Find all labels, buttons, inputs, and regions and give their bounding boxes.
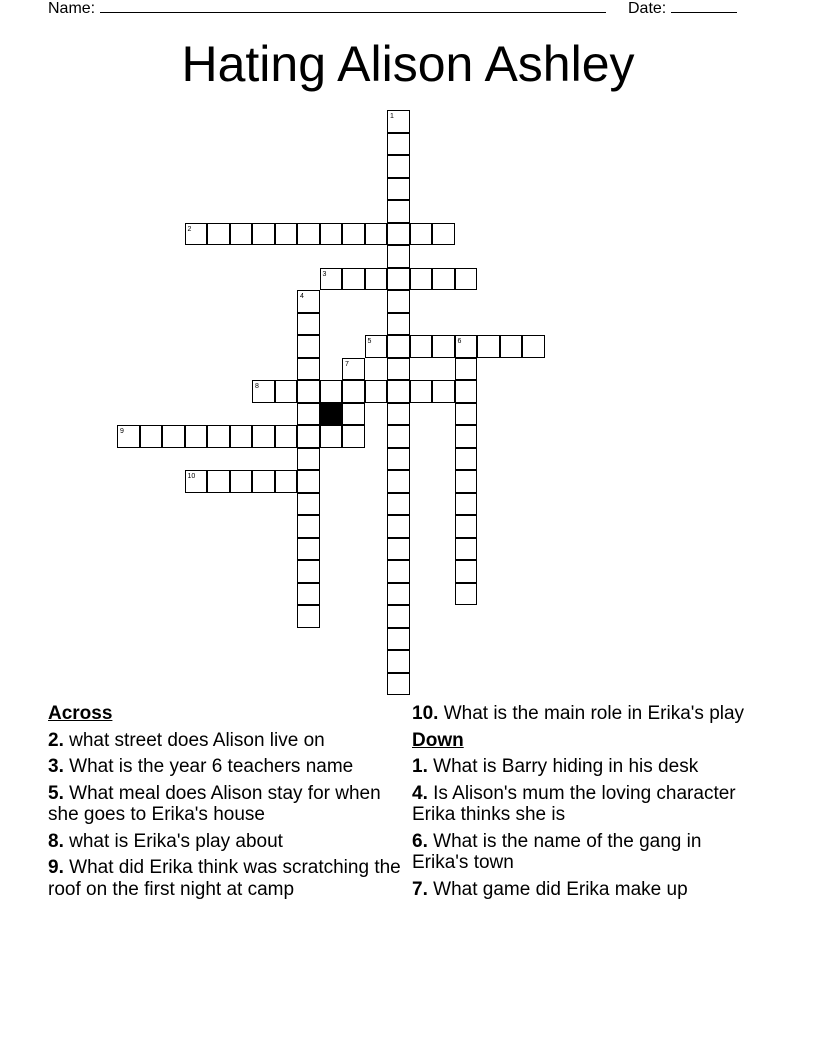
- date-field: [628, 0, 737, 18]
- grid-cell[interactable]: [455, 335, 478, 358]
- clue-across-2: 2. what street does Alison live on: [48, 729, 325, 751]
- grid-cell[interactable]: [387, 133, 410, 156]
- clue-number: 2: [187, 225, 192, 233]
- grid-cell[interactable]: [387, 245, 410, 268]
- across-heading: Across: [48, 703, 113, 724]
- grid-cell[interactable]: [387, 583, 410, 606]
- grid-cell[interactable]: [207, 425, 230, 448]
- name-label: Name:: [48, 0, 96, 17]
- grid-cell[interactable]: [365, 335, 388, 358]
- grid-cell[interactable]: [387, 470, 410, 493]
- grid-cell[interactable]: [365, 223, 388, 246]
- grid-cell[interactable]: [275, 425, 298, 448]
- grid-cell[interactable]: [455, 358, 478, 381]
- grid-cell[interactable]: [522, 335, 545, 358]
- grid-cell[interactable]: [387, 200, 410, 223]
- grid-cell[interactable]: [387, 448, 410, 471]
- clue-across-10: 10. What is the main role in Erika's play: [412, 703, 745, 724]
- grid-cell[interactable]: [387, 493, 410, 516]
- grid-cell[interactable]: [342, 380, 365, 403]
- grid-cell[interactable]: [387, 380, 410, 403]
- clue-number: 8: [255, 383, 259, 390]
- grid-cell[interactable]: [387, 358, 410, 381]
- grid-cell[interactable]: [297, 335, 320, 358]
- grid-cell[interactable]: [410, 380, 433, 403]
- grid-cell[interactable]: [185, 470, 208, 493]
- grid-cell[interactable]: [230, 425, 253, 448]
- grid-cell[interactable]: [162, 425, 185, 448]
- grid-cell[interactable]: [275, 380, 298, 403]
- grid-cell[interactable]: [432, 268, 455, 291]
- clue-number: 3: [322, 270, 327, 278]
- grid-cell[interactable]: [297, 425, 320, 448]
- grid-cell[interactable]: [320, 380, 343, 403]
- grid-cell[interactable]: [387, 178, 410, 201]
- grid-cell[interactable]: [455, 470, 478, 493]
- date-blank-line: [671, 0, 737, 13]
- grid-cell[interactable]: [432, 380, 455, 403]
- clue-down-6: 6. What is the name of the gang in Erika's town: [412, 830, 702, 873]
- grid-cell[interactable]: [455, 380, 478, 403]
- grid-cell[interactable]: [387, 650, 410, 673]
- grid-cell[interactable]: [455, 583, 478, 606]
- grid-cell[interactable]: [320, 223, 343, 246]
- grid-cell[interactable]: [455, 493, 478, 516]
- grid-cell[interactable]: [432, 223, 455, 246]
- down-heading: Down: [412, 729, 464, 751]
- grid-cell[interactable]: [320, 425, 343, 448]
- clue-across-9: 9. What did Erika think was scratching the roof on the first night at camp: [48, 857, 401, 900]
- grid-cell[interactable]: [297, 313, 320, 336]
- grid-cell[interactable]: [207, 223, 230, 246]
- grid-cell[interactable]: [230, 470, 253, 493]
- date-label: Date:: [628, 0, 667, 17]
- clue-number: 6: [457, 338, 462, 345]
- grid-cell[interactable]: [387, 538, 410, 561]
- grid-cell[interactable]: [230, 223, 253, 246]
- grid-cell[interactable]: [387, 335, 410, 358]
- grid-cell[interactable]: [297, 358, 320, 381]
- grid-cell[interactable]: [252, 425, 275, 448]
- grid-cell[interactable]: [455, 403, 478, 426]
- grid-cell[interactable]: [297, 493, 320, 516]
- grid-cell[interactable]: [320, 268, 343, 291]
- grid-cell[interactable]: [387, 560, 410, 583]
- grid-cell[interactable]: [297, 448, 320, 471]
- grid-cell[interactable]: [297, 515, 320, 538]
- grid-cell[interactable]: [185, 425, 208, 448]
- grid-cell[interactable]: [342, 425, 365, 448]
- clues-right-column: [412, 703, 752, 905]
- grid-cell[interactable]: [387, 290, 410, 313]
- grid-cell[interactable]: [342, 403, 365, 426]
- grid-cell[interactable]: [342, 268, 365, 291]
- clue-number: 10: [187, 473, 196, 480]
- grid-cell[interactable]: [432, 335, 455, 358]
- grid-cell[interactable]: [297, 290, 320, 313]
- grid-cell[interactable]: [365, 268, 388, 291]
- grid-cell[interactable]: [185, 223, 208, 246]
- grid-cell[interactable]: [297, 583, 320, 606]
- grid-cell[interactable]: [252, 223, 275, 246]
- grid-cell[interactable]: [387, 425, 410, 448]
- grid-cell[interactable]: [387, 313, 410, 336]
- grid-cell[interactable]: [275, 470, 298, 493]
- clue-number: 4: [300, 293, 304, 300]
- grid-cell[interactable]: [297, 538, 320, 561]
- grid-cell[interactable]: [387, 155, 410, 178]
- grid-cell[interactable]: [297, 470, 320, 493]
- grid-cell[interactable]: [117, 425, 140, 448]
- grid-cell[interactable]: [342, 223, 365, 246]
- clue-number: 1: [390, 113, 394, 120]
- grid-cell[interactable]: [297, 605, 320, 628]
- puzzle-title: Hating Alison Ashley: [181, 36, 635, 92]
- grid-cell[interactable]: [455, 560, 478, 583]
- grid-cell[interactable]: [387, 628, 410, 651]
- grid-cell[interactable]: [410, 268, 433, 291]
- clue-across-5: 5. What meal does Alison stay for when she goes to Erika's house: [48, 782, 381, 825]
- grid-cell[interactable]: [455, 448, 478, 471]
- name-field: [48, 0, 606, 18]
- grid-cell[interactable]: [387, 673, 410, 696]
- name-blank-line: [100, 0, 606, 13]
- grid-cell[interactable]: [252, 470, 275, 493]
- grid-cell[interactable]: [387, 403, 410, 426]
- grid-cell[interactable]: [455, 538, 478, 561]
- grid-cell[interactable]: [387, 110, 410, 133]
- grid-cell[interactable]: [297, 223, 320, 246]
- clue-down-4: 4. Is Alison's mum the loving character Erika thinks she is: [412, 782, 736, 825]
- grid-cell[interactable]: [455, 268, 478, 291]
- clue-number: 7: [345, 360, 349, 368]
- grid-cell[interactable]: [455, 515, 478, 538]
- clue-across-3: 3. What is the year 6 teachers name: [48, 756, 354, 777]
- clues-left-column: [48, 703, 403, 905]
- grid-cell[interactable]: [365, 380, 388, 403]
- grid-cell[interactable]: [252, 380, 275, 403]
- clue-number: 9: [120, 428, 124, 435]
- black-square: [320, 403, 343, 426]
- grid-cell[interactable]: [477, 335, 500, 358]
- grid-cell[interactable]: [387, 515, 410, 538]
- grid-cell[interactable]: [297, 403, 320, 426]
- grid-cell[interactable]: [500, 335, 523, 358]
- grid-cell[interactable]: [297, 560, 320, 583]
- clue-number: 5: [367, 338, 372, 345]
- clue-down-1: 1. What is Barry hiding in his desk: [412, 756, 699, 777]
- grid-cell[interactable]: [387, 223, 410, 246]
- clue-down-7: 7. What game did Erika make up: [412, 878, 688, 900]
- grid-cell[interactable]: [275, 223, 298, 246]
- grid-cell[interactable]: [140, 425, 163, 448]
- grid-cell[interactable]: [297, 380, 320, 403]
- grid-cell[interactable]: [455, 425, 478, 448]
- grid-cell[interactable]: [410, 223, 433, 246]
- grid-cell[interactable]: [410, 335, 433, 358]
- clue-across-8: 8. what is Erika's play about: [48, 830, 283, 852]
- grid-cell[interactable]: [342, 358, 365, 381]
- grid-cell[interactable]: [207, 470, 230, 493]
- grid-cell[interactable]: [387, 268, 410, 291]
- grid-cell[interactable]: [387, 605, 410, 628]
